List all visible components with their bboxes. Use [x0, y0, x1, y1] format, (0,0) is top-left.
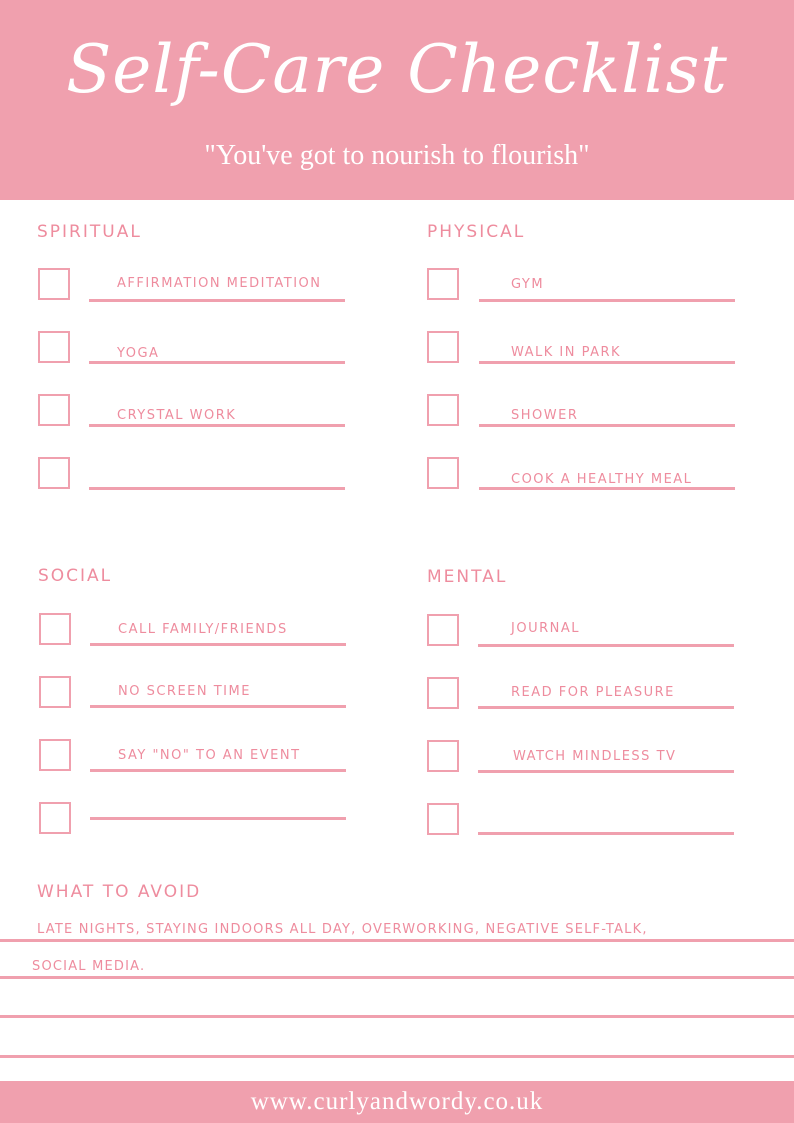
- item-line-physical-2: [479, 361, 735, 364]
- section-heading-social: SOCIAL: [38, 566, 113, 586]
- item-label-spiritual-3: CRYSTAL WORK: [117, 408, 237, 423]
- item-label-mental-3: WATCH MINDLESS TV: [513, 749, 677, 764]
- item-line-spiritual-3: [89, 424, 345, 427]
- item-line-spiritual-2: [89, 361, 345, 364]
- checkbox-physical-3[interactable]: [427, 394, 459, 426]
- section-heading-spiritual: SPIRITUAL: [37, 222, 142, 242]
- checkbox-mental-1[interactable]: [427, 614, 459, 646]
- item-line-mental-1: [478, 644, 734, 647]
- avoid-line-1: [0, 939, 794, 942]
- checkbox-spiritual-1[interactable]: [38, 268, 70, 300]
- checkbox-spiritual-2[interactable]: [38, 331, 70, 363]
- item-label-physical-4: COOK A HEALTHY MEAL: [511, 472, 693, 487]
- checkbox-social-3[interactable]: [39, 739, 71, 771]
- checkbox-social-1[interactable]: [39, 613, 71, 645]
- item-line-mental-3: [478, 770, 734, 773]
- checkbox-physical-4[interactable]: [427, 457, 459, 489]
- page-quote: "You've got to nourish to flourish": [204, 140, 590, 171]
- checkbox-social-2[interactable]: [39, 676, 71, 708]
- item-label-spiritual-2: YOGA: [117, 346, 160, 361]
- item-label-mental-2: READ FOR PLEASURE: [511, 685, 675, 700]
- item-line-physical-4: [479, 487, 735, 490]
- item-label-physical-2: WALK IN PARK: [511, 345, 622, 360]
- section-heading-avoid: WHAT TO AVOID: [37, 882, 202, 902]
- item-line-mental-2: [478, 706, 734, 709]
- item-label-mental-1: JOURNAL: [511, 621, 580, 636]
- item-line-physical-3: [479, 424, 735, 427]
- item-label-physical-3: SHOWER: [511, 408, 579, 423]
- checkbox-mental-3[interactable]: [427, 740, 459, 772]
- avoid-line-4: [0, 1055, 794, 1058]
- checkbox-spiritual-4[interactable]: [38, 457, 70, 489]
- item-line-social-2: [90, 705, 346, 708]
- item-label-spiritual-1: AFFIRMATION MEDITATION: [117, 276, 322, 291]
- item-label-physical-1: GYM: [511, 277, 545, 292]
- footer-url[interactable]: www.curlyandwordy.co.uk: [250, 1088, 544, 1115]
- section-heading-physical: PHYSICAL: [427, 222, 526, 242]
- avoid-line-3: [0, 1015, 794, 1018]
- item-line-social-1: [90, 643, 346, 646]
- checkbox-mental-2[interactable]: [427, 677, 459, 709]
- checkbox-spiritual-3[interactable]: [38, 394, 70, 426]
- item-line-physical-1: [479, 299, 735, 302]
- avoid-line-2: [0, 976, 794, 979]
- checkbox-mental-4[interactable]: [427, 803, 459, 835]
- checkbox-social-4[interactable]: [39, 802, 71, 834]
- checkbox-physical-2[interactable]: [427, 331, 459, 363]
- checkbox-physical-1[interactable]: [427, 268, 459, 300]
- item-label-social-1: CALL FAMILY/FRIENDS: [118, 622, 288, 637]
- header-banner: [0, 0, 794, 200]
- avoid-text-line-1: LATE NIGHTS, STAYING INDOORS ALL DAY, OVERWORKING, NEGATIVE SELF-TALK,: [37, 922, 648, 937]
- item-label-social-2: NO SCREEN TIME: [118, 684, 251, 699]
- item-line-spiritual-1: [89, 299, 345, 302]
- item-line-mental-4: [478, 832, 734, 835]
- item-line-spiritual-4: [89, 487, 345, 490]
- item-line-social-4: [90, 817, 346, 820]
- item-line-social-3: [90, 769, 346, 772]
- section-heading-mental: MENTAL: [427, 567, 508, 587]
- avoid-text-line-2: SOCIAL MEDIA.: [32, 959, 146, 974]
- item-label-social-3: SAY "NO" TO AN EVENT: [118, 748, 301, 763]
- footer-banner: [0, 1081, 794, 1123]
- page-title: Self-Care Checklist: [66, 31, 728, 108]
